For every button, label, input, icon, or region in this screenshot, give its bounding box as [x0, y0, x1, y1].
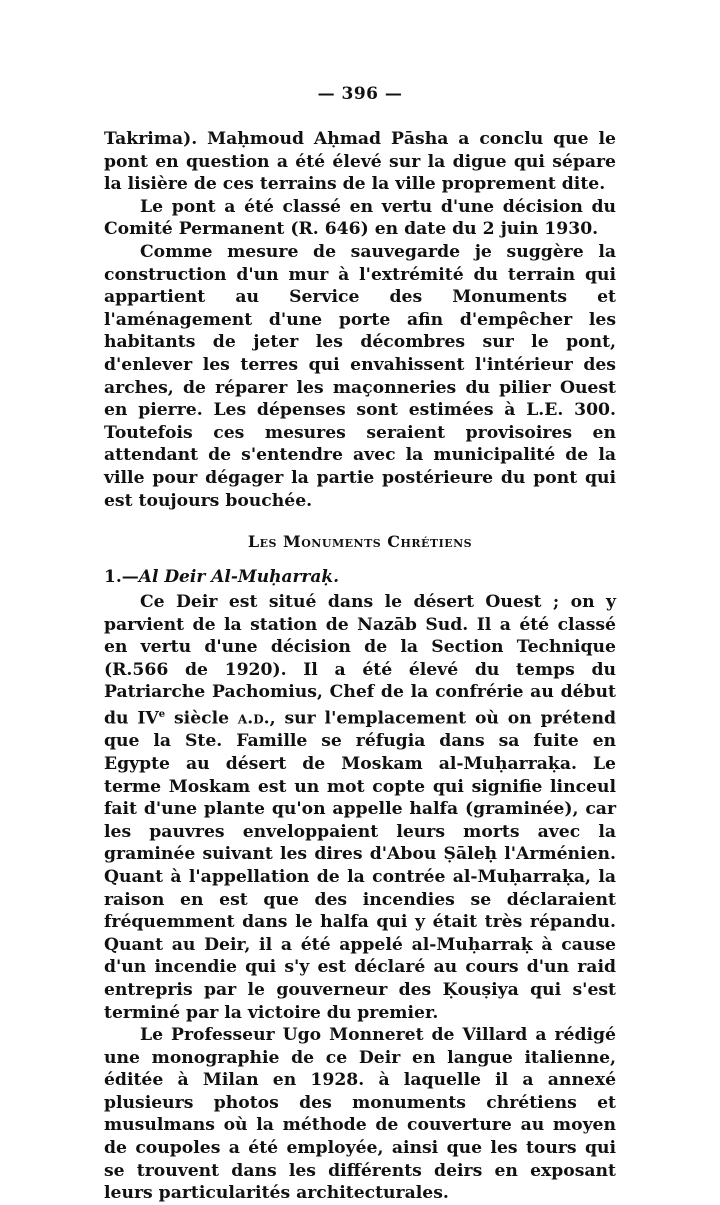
paragraph-monograph: Le Professeur Ugo Monneret de Villard a rédigé une monographie de ce Deir en langue italienne, éditée à Milan en 1928. à laquelle il a annexé plusieurs photos des monuments chrétiens et musulmans où la méthode de couverture au moyen de coupoles a été employée, ainsi que les tours qui se trouvent dans les différents deirs en exposant leurs particularités architecturales.: [104, 1025, 616, 1204]
subsection-number: 1.—: [104, 567, 139, 588]
paragraph-safeguard: Comme mesure de sauvegarde je suggère la construction d'un mur à l'extrémité du terrain qui appartient au Service des Monuments et l'aménagement d'une porte afin d'empêcher les habitants de jeter les décombres sur le pont, d'enlever les terres qui envahissent l'intérieur des arches, de réparer les maçonneries du pilier Ouest en pierre. Les dépenses sont estimées à L.E. 300. Toutefois ces mesures seraient provisoires en attendant de s'entendre avec la municipalité de la ville pour dégager la partie postérieure du pont qui est toujours bouchée.: [104, 241, 616, 511]
subsection-title: Al Deir Al-Muḥarraḳ.: [138, 567, 340, 588]
deir-text-mid: siècle: [165, 708, 238, 729]
subsection-heading: [104, 567, 616, 587]
deir-text-end: , sur l'emplacement où on prétend que la Ste. Famille se réfugia dans sa fuite en Egypte au désert de Moskam al-Muḥarraḳa. Le terme Moskam est un mot copte qui signifie linceul fait d'une plante qu'on appelle halfa (graminée), car les pauvres enveloppaient leurs morts avec la graminée suivant les dires d'Abou Ṣāleḥ l'Arménien. Quant à l'appellation de la contrée al-Muḥarraḳa, la raison en est que des incendies se déclaraient fréquemment dans le halfa qui y était très répandu. Quant au Deir, il a été appelé al-Muḥarraḳ à cause d'un incendie qui s'y est déclaré au cours d'un raid entrepris par le gouverneur des Ḳouṣiya qui s'est terminé par la victoire du premier.: [104, 708, 616, 1023]
anno-domini: a.d.: [237, 708, 270, 729]
section-heading: Les Monuments Chrétiens: [247, 532, 473, 552]
paragraph-deir-description: [104, 591, 616, 1024]
paragraph-continuation: Takrima). Maḥmoud Aḥmad Pāsha a conclu que le pont en question a été élevé sur la digue qui sépare la lisière de ces terrains de la ville proprement dite.: [104, 129, 616, 195]
document-page: [104, 84, 616, 1205]
paragraph-classification: Le pont a été classé en vertu d'une décision du Comité Permanent (R. 646) en date du 2 juin 1930.: [104, 196, 616, 240]
deir-text-start: Ce Deir est situé dans le désert Ouest ; on y parvient de la station de Nazāb Sud. Il a été classé en vertu d'une décision de la Section Technique (R.566 de 1920). Il a été élevé du temps du Patriarche Pachomius, Chef de la confrérie au début du IV: [104, 592, 616, 729]
page-number: — 396 —: [317, 84, 403, 104]
century-superscript: e: [158, 709, 166, 721]
